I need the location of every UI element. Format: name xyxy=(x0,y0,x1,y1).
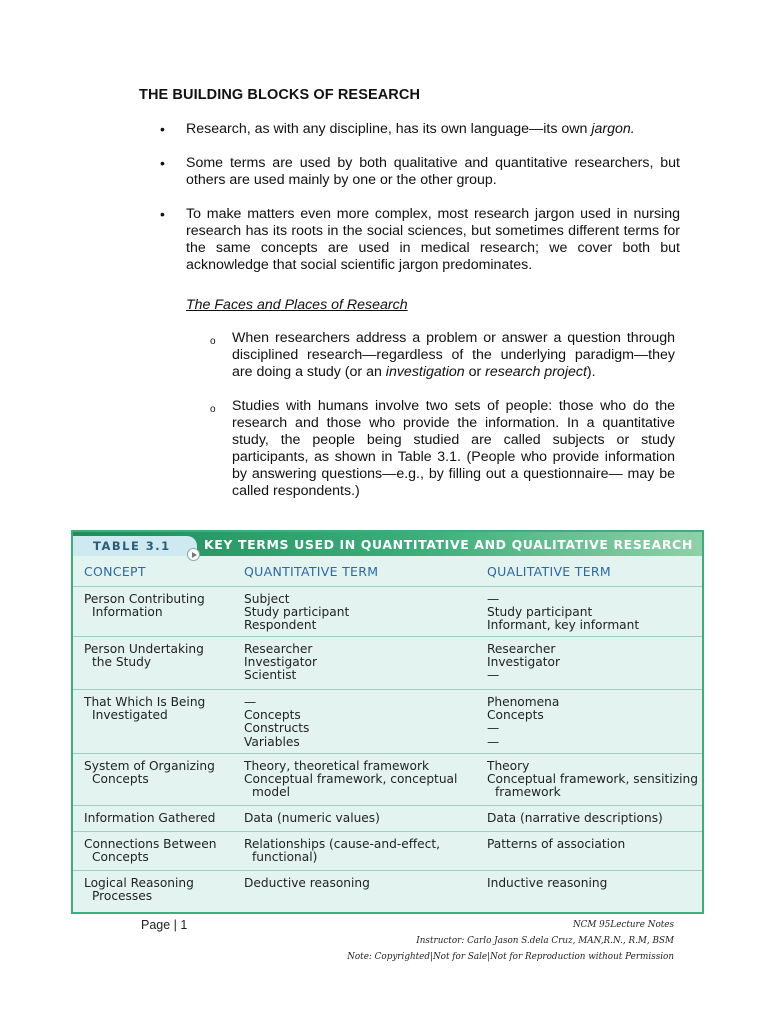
cell-line: Theory, theoretical framework xyxy=(244,759,430,773)
cell-line: — xyxy=(244,695,257,709)
cell-line: Concepts xyxy=(92,850,149,865)
instructor-note: Instructor: Carlo Jason S.dela Cruz, MAN,R.N., R.M, BSM xyxy=(416,936,674,946)
cell-line: That Which Is Being xyxy=(84,695,206,709)
bullet-text: Some terms are used by both qualitative and quantitative researchers, but others are used mainly by one or the other group. xyxy=(186,155,680,188)
key-terms-table xyxy=(71,530,704,914)
cell-concept xyxy=(84,696,205,722)
column-header-quantitative: QUANTITATIVE TERM xyxy=(244,564,379,579)
bullet-emphasis: jargon. xyxy=(591,121,635,137)
cell-line: Person Undertaking xyxy=(84,642,204,656)
sub-bullet-emphasis: research project xyxy=(485,364,587,380)
cell-line: — xyxy=(487,668,500,683)
cell-line: Researcher xyxy=(487,642,556,656)
sub-bullet-text: When researchers address a problem or answer a question through disciplined research—regardless of the underlying paradigm—they are doing a study (or an xyxy=(232,330,675,380)
cell-quantitative xyxy=(244,812,380,825)
page-number: Page | 1 xyxy=(141,918,188,932)
cell-line: Data (numeric values) xyxy=(244,811,380,825)
cell-line: Person Contributing xyxy=(84,592,205,606)
cell-line: — xyxy=(487,721,500,736)
sub-bullet-item xyxy=(210,398,675,500)
cell-line: Information xyxy=(92,605,163,620)
table-header-bar xyxy=(73,532,702,556)
cell-line: Investigated xyxy=(92,708,168,723)
cell-quantitative xyxy=(244,760,457,800)
bullet-list xyxy=(160,121,680,274)
cell-line: Concepts xyxy=(92,772,149,787)
table-row xyxy=(73,689,702,754)
sub-bullet-item xyxy=(210,330,675,381)
cell-line: Investigator xyxy=(487,655,560,670)
table-row xyxy=(73,586,702,637)
section-subheading: The Faces and Places of Research xyxy=(186,297,408,313)
table-row xyxy=(73,805,702,832)
bullet-text: To make matters even more complex, most research jargon used in nursing research has its roots in the social sciences, but sometimes different terms for the same concepts are used in medical research; we cover both but acknowledge that social scientific jargon predominates. xyxy=(186,206,680,273)
cell-line: framework xyxy=(495,785,561,800)
cell-line: Informant, key informant xyxy=(487,618,640,633)
bullet-item xyxy=(160,155,680,189)
bullet-item xyxy=(160,121,680,138)
cell-quantitative xyxy=(244,643,317,683)
cell-quantitative xyxy=(244,838,440,864)
course-note: NCM 95Lecture Notes xyxy=(572,920,674,930)
cell-line: Processes xyxy=(92,889,153,904)
table-title: KEY TERMS USED IN QUANTITATIVE AND QUALITATIVE RESEARCH xyxy=(204,537,693,552)
cell-concept xyxy=(84,838,217,864)
cell-line: Respondent xyxy=(244,618,317,633)
cell-line: Inductive reasoning xyxy=(487,876,608,890)
cell-line: Variables xyxy=(244,734,300,749)
cell-concept xyxy=(84,643,204,669)
cell-quantitative xyxy=(244,877,370,890)
sub-bullet-list xyxy=(210,330,675,500)
cell-line: Concepts xyxy=(487,708,544,723)
cell-line: Concepts xyxy=(244,708,301,723)
cell-concept xyxy=(84,812,215,825)
cell-line: functional) xyxy=(252,850,318,865)
bullet-text: Research, as with any discipline, has its own language—its own xyxy=(186,121,592,137)
cell-line: Relationships (cause-and-effect, xyxy=(244,837,441,851)
cell-line: Phenomena xyxy=(487,695,560,709)
cell-qualitative xyxy=(487,696,559,749)
table-column-headers xyxy=(73,558,702,587)
cell-qualitative xyxy=(487,812,663,825)
sub-bullet-text: Studies with humans involve two sets of people: those who do the research and those who provide the information. In a quantitative study, the people being studied are called subjects or study participants, as shown in Table 3.1. (People who provide information by answering questions—e.g., by filling out a questionnaire— may be called respondents.) xyxy=(232,398,675,499)
column-header-qualitative: QUALITATIVE TERM xyxy=(487,564,611,579)
sub-bullet-text: or xyxy=(464,364,486,380)
cell-line: Logical Reasoning xyxy=(84,876,194,890)
cell-concept xyxy=(84,593,205,619)
cell-line: Data (narrative descriptions) xyxy=(487,811,663,825)
cell-line: Study participant xyxy=(487,605,593,620)
table-row xyxy=(73,636,702,690)
bullet-item xyxy=(160,206,680,274)
cell-line: Conceptual framework, conceptual xyxy=(244,772,458,787)
table-row xyxy=(73,753,702,806)
cell-line: Study participant xyxy=(244,605,350,620)
cell-quantitative xyxy=(244,696,309,749)
cell-line: Patterns of association xyxy=(487,837,626,851)
cell-line: Deductive reasoning xyxy=(244,876,370,890)
copyright-note: Note: Copyrighted|Not for Sale|Not for Reproduction without Permission xyxy=(347,952,674,962)
cell-line: the Study xyxy=(92,655,152,670)
cell-qualitative xyxy=(487,838,625,851)
cell-line: — xyxy=(487,592,500,606)
cell-line: Subject xyxy=(244,592,290,606)
column-header-concept: CONCEPT xyxy=(84,564,146,579)
cell-line: System of Organizing xyxy=(84,759,215,773)
sub-bullet-text: ). xyxy=(586,364,596,380)
cell-line: Conceptual framework, sensitizing xyxy=(487,772,698,787)
cell-qualitative xyxy=(487,593,639,633)
table-row xyxy=(73,831,702,871)
cell-line: Constructs xyxy=(244,721,310,736)
cell-concept xyxy=(84,760,215,786)
table-row xyxy=(73,870,702,912)
cell-line: Researcher xyxy=(244,642,313,656)
cell-line: Scientist xyxy=(244,668,297,683)
table-number-tag: TABLE 3.1 xyxy=(73,536,197,556)
cell-line: Connections Between xyxy=(84,837,217,851)
cell-line: Information Gathered xyxy=(84,811,216,825)
sub-bullet-emphasis: investigation xyxy=(385,364,465,380)
cell-line: Investigator xyxy=(244,655,317,670)
page-heading: THE BUILDING BLOCKS OF RESEARCH xyxy=(139,87,421,103)
cell-concept xyxy=(84,877,194,903)
cell-qualitative xyxy=(487,643,560,683)
cell-line: — xyxy=(487,734,500,749)
cell-quantitative xyxy=(244,593,349,633)
cell-line: Theory xyxy=(487,759,530,773)
cell-qualitative xyxy=(487,877,607,890)
cell-qualitative xyxy=(487,760,698,800)
cell-line: model xyxy=(252,785,290,800)
